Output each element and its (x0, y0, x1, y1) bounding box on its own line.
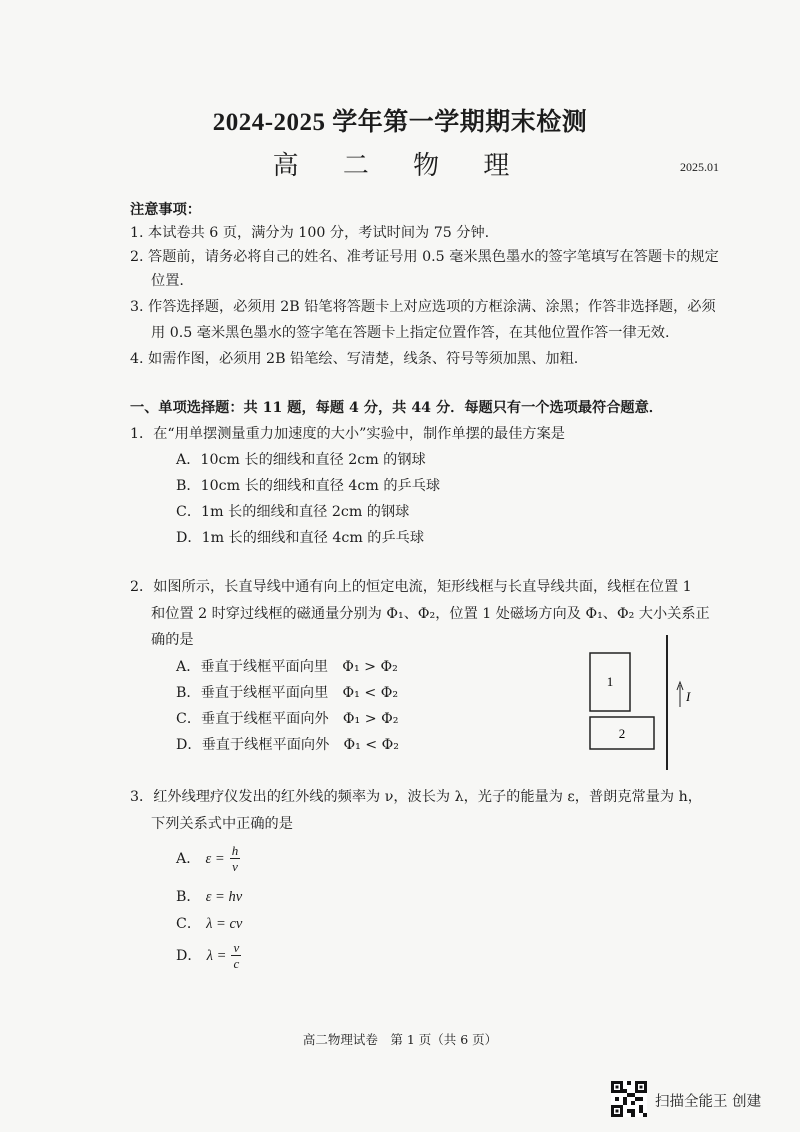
q3-option-d-lhs: λ = (206, 948, 227, 964)
q2-stem-line3: 确的是 (151, 632, 194, 648)
q3-option-a (176, 843, 240, 874)
q1-stem: 1．在“用单摆测量重力加速度的大小”实验中，制作单摆的最佳方案是 (130, 426, 565, 442)
q2-stem-line1: 2．如图所示，长直导线中通有向上的恒定电流，矩形线框与长直导线共面，线框在位置 1 (130, 579, 692, 595)
frame-label-1: 1 (606, 674, 614, 689)
note-item-2-cont: 位置. (151, 273, 184, 289)
note-item-4: 4. 如需作图，必须用 2B 铅笔绘、写清楚，线条、符号等须加黑、加粗. (130, 351, 579, 367)
current-label: I (686, 689, 691, 704)
q3-option-d-denominator: c (233, 956, 240, 971)
q1-option-a: A．10cm 长的细线和直径 2cm 的钢球 (176, 452, 426, 468)
q3-option-a-lhs: ε = (205, 851, 225, 867)
section-heading: 一、单项选择题：共 11 题，每题 4 分，共 44 分．每题只有一个选项最符合题意． (130, 400, 663, 416)
q3-option-b-label: B． (176, 889, 201, 905)
note-item-1: 1. 本试卷共 6 页，满分为 100 分，考试时间为 75 分钟. (130, 225, 490, 241)
subject-title: 高 二 物 理 (272, 151, 528, 181)
q3-option-d-numerator: ν (233, 940, 240, 955)
q1-option-d: D．1m 长的细线和直径 4cm 的乒乓球 (176, 530, 425, 546)
q3-option-a-numerator: h (231, 843, 239, 858)
q3-option-c-label: C． (176, 916, 202, 932)
exam-date: 2025.01 (680, 160, 719, 174)
q3-option-c-expr: λ = cν (206, 916, 243, 932)
q3-option-b-expr: ε = hν (205, 889, 243, 905)
q3-option-c (176, 913, 242, 934)
q3-stem-line2: 下列关系式中正确的是 (151, 816, 293, 832)
q3-stem-line1: 3．红外线理疗仪发出的红外线的频率为 ν，波长为 λ，光子的能量为 ε，普朗克常量为 h， (130, 789, 702, 805)
q3-option-b (176, 886, 242, 907)
q1-option-c: C．1m 长的细线和直径 2cm 的钢球 (176, 504, 410, 520)
page-footer: 高二物理试卷 第 1 页（共 6 页） (302, 1032, 498, 1047)
qr-code-icon (611, 1081, 647, 1117)
q3-option-a-fraction (230, 843, 241, 874)
q2-option-b: B．垂直于线框平面向里 Φ₁ < Φ₂ (176, 685, 399, 701)
frame-label-2: 2 (618, 726, 626, 741)
q1-option-b: B．10cm 长的细线和直径 4cm 的乒乓球 (176, 478, 441, 494)
q3-option-d (176, 940, 241, 971)
q3-option-a-label: A． (176, 851, 201, 867)
q3-option-a-denominator: ν (232, 859, 238, 874)
q2-option-c: C．垂直于线框平面向外 Φ₁ > Φ₂ (176, 711, 399, 727)
q2-option-a: A．垂直于线框平面向里 Φ₁ > Φ₂ (176, 659, 398, 675)
note-item-3-cont: 用 0.5 毫米黑色墨水的签字笔在答题卡上指定位置作答，在其他位置作答一律无效. (151, 325, 670, 341)
q2-figure (580, 635, 720, 770)
note-item-2: 2. 答题前，请务必将自己的姓名、准考证号用 0.5 毫米黑色墨水的签字笔填写在答题卡的规定 (130, 249, 719, 265)
notes-heading: 注意事项： (130, 202, 201, 218)
q3-option-d-fraction (231, 940, 241, 971)
q3-option-d-label: D． (176, 948, 202, 964)
exam-title: 2024-2025 学年第一学期期末检测 (212, 109, 588, 136)
q2-stem-line2: 和位置 2 时穿过线框的磁通量分别为 Φ₁、Φ₂，位置 1 处磁场方向及 Φ₁、Φ₂ 大小关系正 (151, 606, 710, 622)
q2-option-d: D．垂直于线框平面向外 Φ₁ < Φ₂ (176, 737, 399, 753)
note-item-3: 3. 作答选择题，必须用 2B 铅笔将答题卡上对应选项的方框涂满、涂黑；作答非选择题，必须 (130, 299, 716, 315)
scanner-brand: 扫描全能王 创建 (655, 1094, 762, 1110)
